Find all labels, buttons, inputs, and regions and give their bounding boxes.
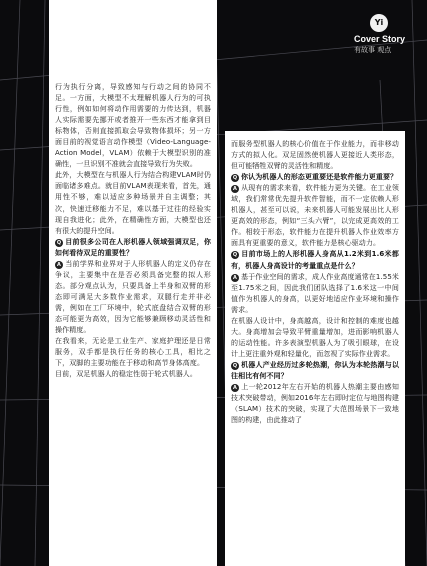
question-marker-icon: Q	[232, 252, 238, 259]
question-text: 目前市场上的人形机器人身高从1.2米到1.6米都有，机器人身高设计的考量重点是什么？	[231, 250, 399, 270]
answer-paragraph	[231, 272, 399, 316]
question-marker-icon: Q	[232, 175, 238, 182]
question-paragraph	[231, 360, 399, 382]
paragraph: 在机器人设计中，身高越高，设计和控制的难度也越大。身高增加会导致平臂重量增加，进而影响机器人的运动性能。许多表演型机器人为了吸引眼球，在设计上更注重外观和轻量化，而忽视了实际作业需求。	[231, 316, 399, 358]
question-marker-icon: Q	[232, 362, 238, 369]
answer-marker-icon: A	[231, 384, 239, 392]
left-text-column	[49, 0, 217, 566]
question-text: 机器人产业经历过多轮热潮，你认为本轮热潮与以往相比有何不同？	[231, 360, 399, 380]
question-paragraph	[55, 237, 211, 259]
question-paragraph	[231, 249, 399, 271]
answer-text: 从现有的需求来看，软件能力更为关键。在工业领域，我们常常优先提升软件智能，而不一定依赖人形机器人，甚至可以说，未来机器人可能发展出比人形更高效的形态，例如“三头六臂”，以完成更高效的工作。相较于形态，软件能力在提升机器人作业效率方面具有更重要的意义，软件能力是核心驱动力。	[231, 184, 399, 248]
answer-marker-icon: A	[231, 185, 239, 193]
paragraph: 目前，双足机器人的稳定性弱于轮式机器人。	[55, 370, 197, 379]
question-paragraph	[231, 172, 399, 183]
paragraph: 而服务型机器人的核心价值在于作业能力，而非移动方式的拟人化。双足固然使机器人更接近人类形态，但可能牺牲双臂的灵活性和精度。	[231, 140, 399, 171]
page-logo: Yi	[370, 14, 388, 32]
answer-marker-icon: A	[231, 274, 239, 282]
right-text-column	[225, 131, 405, 566]
answer-paragraph	[55, 259, 211, 336]
answer-paragraph	[231, 183, 399, 249]
answer-text: 当前学界和业界对于人形机器人的定义仍存在争议，主要集中在是否必须具备完整的拟人形态。部分观点认为，只要具备上半身和双臂的形态即可满足大多数作业需求，双腿行走并非必需，例如在工厂环境中，轮式底盘结合双臂的形态可能更为高效，因为它能够兼顾移动灵活性和操作精度。	[55, 259, 211, 335]
question-marker-icon: Q	[56, 239, 62, 246]
question-text: 你认为机器人的形态更重要还是软件能力更重要？	[241, 173, 398, 182]
section-subtitle: 有故事 观点	[354, 46, 392, 54]
paragraph: 此外，大模型在与机器人行为结合构建VLAM时仍面临诸多难点。就目前VLAM表现来看，首先，通用性不够，难以适应多种场景并自主调整；其次，快速迁移能力不足，难以基于过往的经验实现自我进化；此外，在精确性方面，大模型也还有很大的提升空间。	[55, 171, 211, 235]
answer-marker-icon: A	[55, 261, 63, 269]
answer-text: 基于作业空间的需求，成人作业高度通常在1.55米至1.75米之间，因此我们团队选择了1.6米这一中间值作为机器人的身高，以更好地适应作业环境和操作需求。	[231, 272, 399, 314]
section-title: Cover Story	[354, 34, 406, 44]
answer-paragraph	[231, 382, 399, 426]
paragraph: 在我看来，无论是工业生产、家庭护理还是日常服务，双手都是执行任务的核心工具，相比之下，双脚的主要功能在于移动和高节身体高度。	[55, 337, 211, 368]
answer-text: 上一轮2012年左右开始的机器人热潮主要由感知技术突破带动，例如2016年左右即时定位与地图构建（SLAM）技术的突破，实现了大范围场景下一致地图的构建，由此推动了	[231, 383, 399, 425]
paragraph: 行为执行分离，导致感知与行动之间的协同不足。一方面，大模型不太理解机器人行为的可执行性，例如如何将动作用需要的力传达到，机器人实际需要先挪开或者推开一些东西才能拿到目标物体，否则直接抓取会导致物体损坏；另一方面目前的视觉语言动作模型（Video-Language-Action Model，VLAM）依赖于大模型识别的准确性，一旦识别不准就会直接导致行为失败。	[55, 83, 211, 169]
question-text: 目前很多公司在人形机器人领域强调双足，你如何看待双足的重要性？	[55, 237, 211, 257]
